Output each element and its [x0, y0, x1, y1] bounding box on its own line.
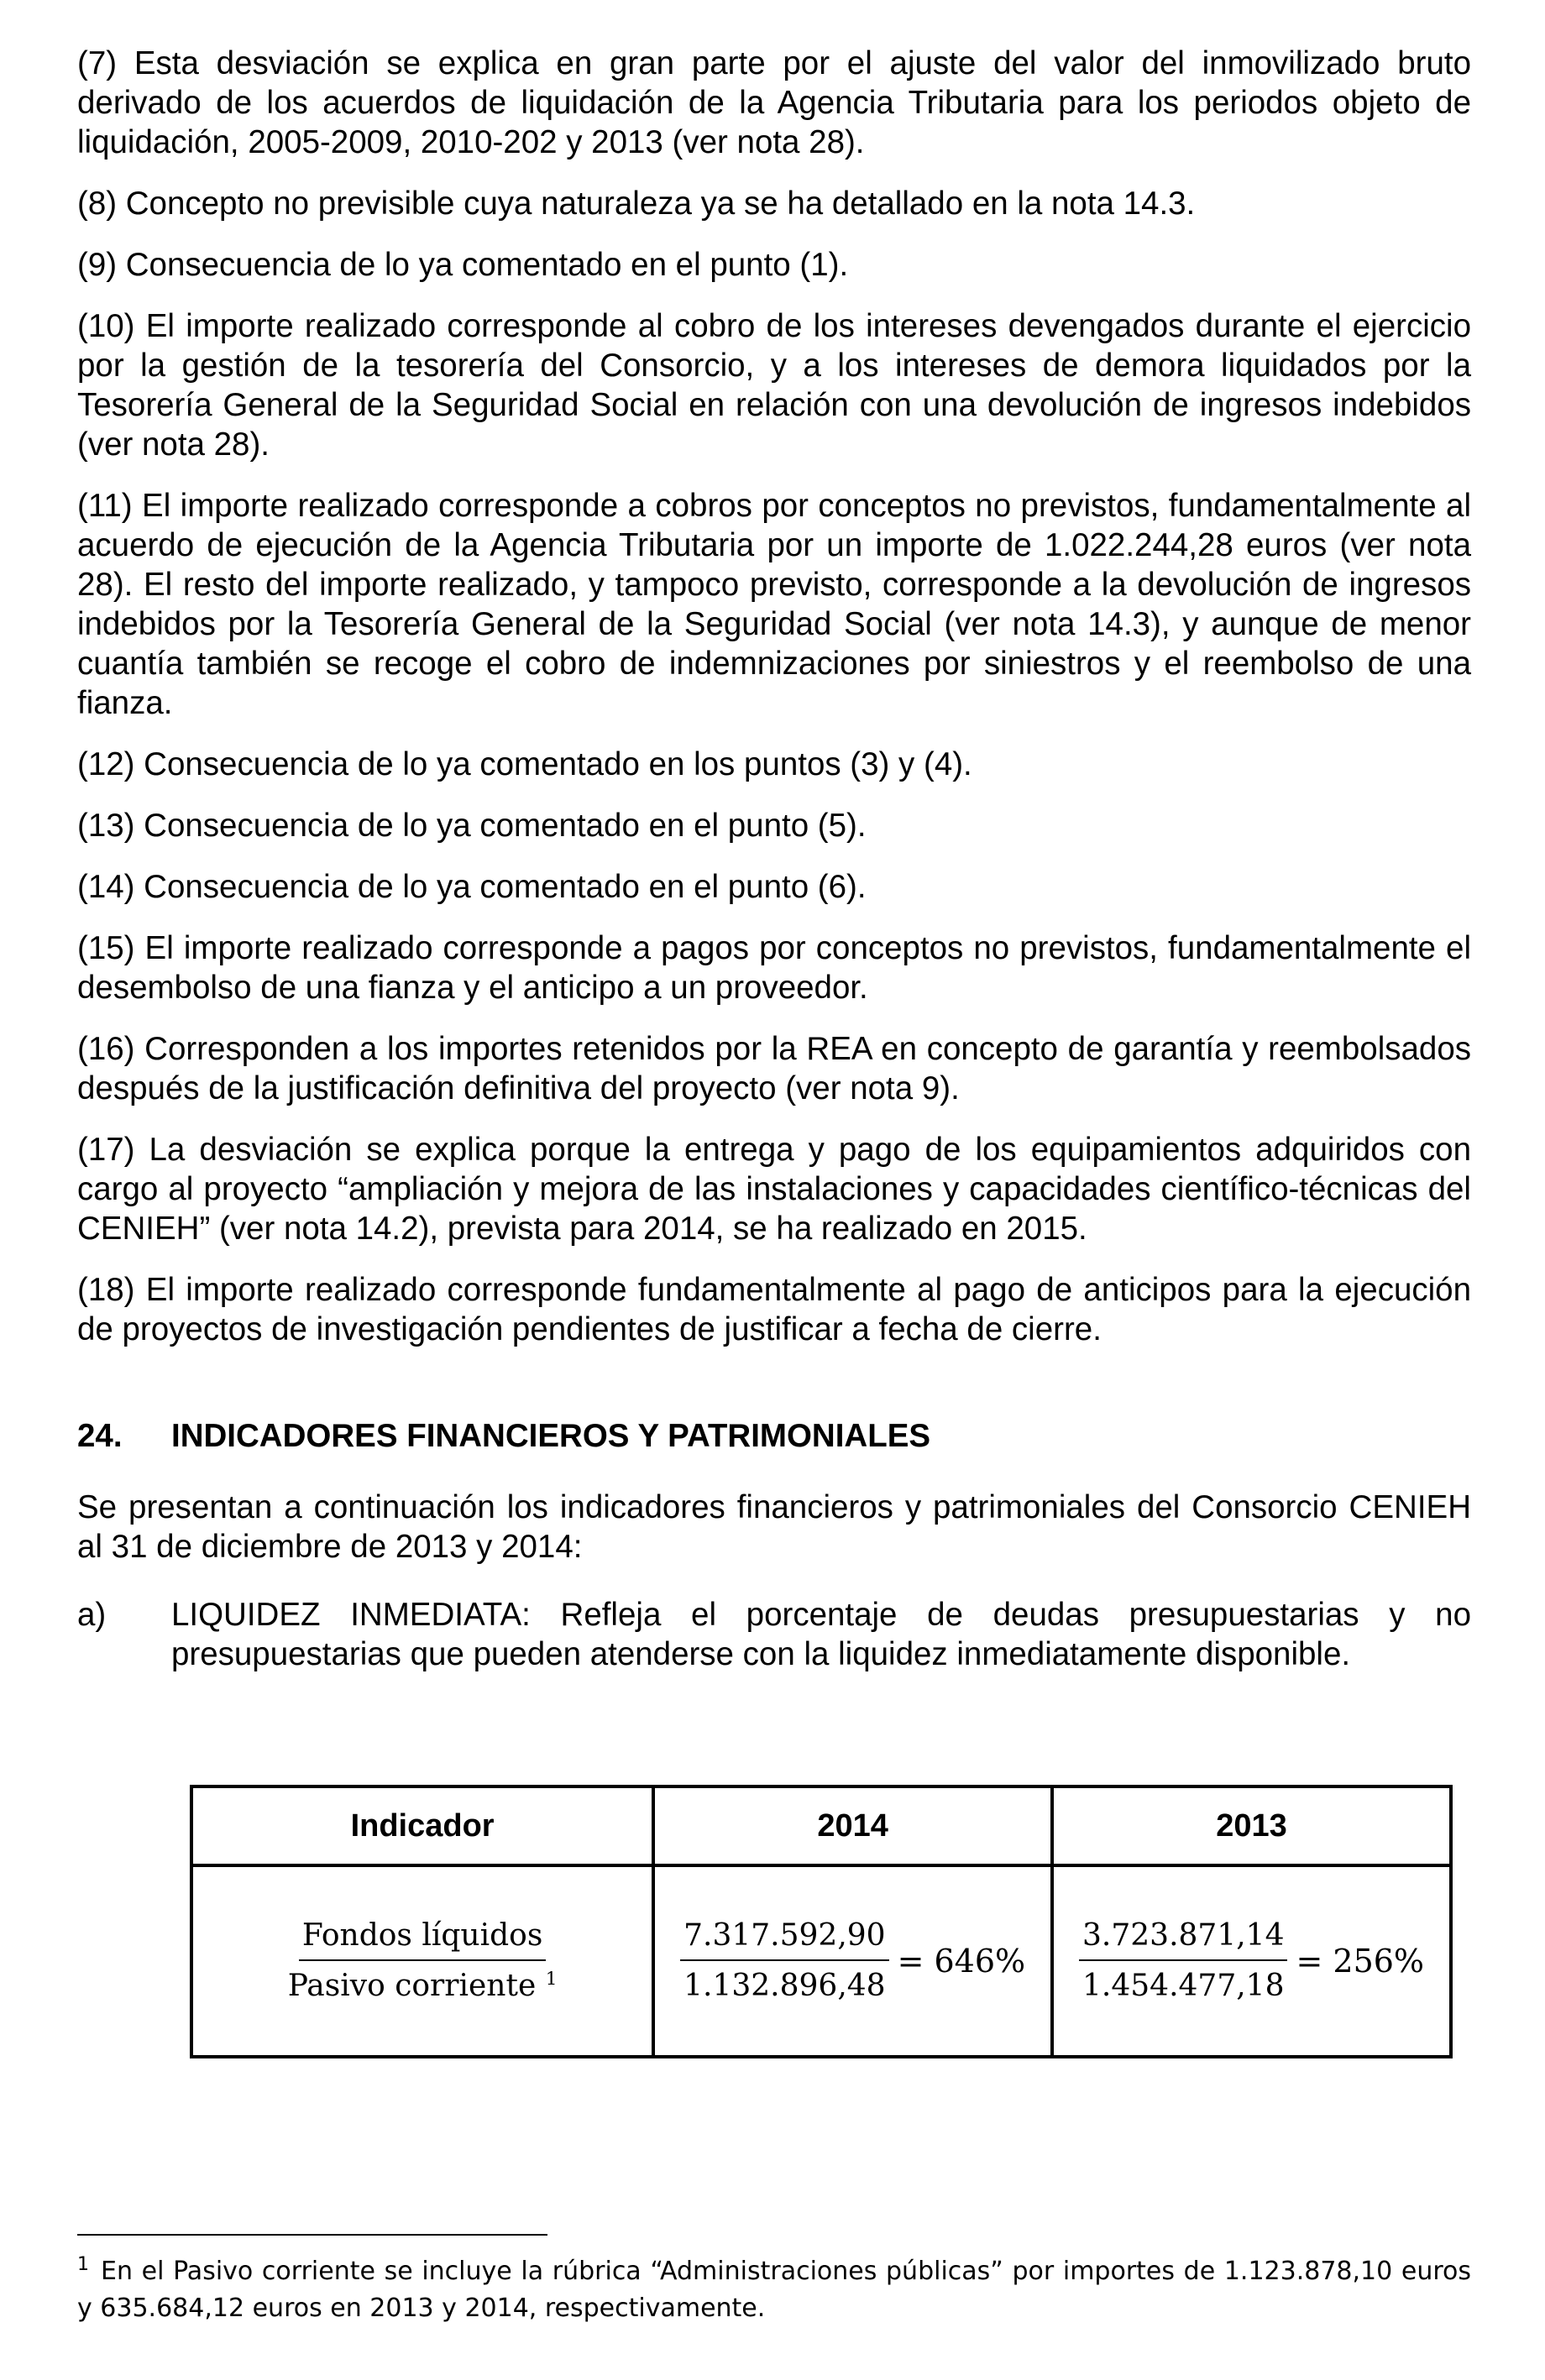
numerator-2014: 7.317.592,90 — [680, 1914, 888, 1961]
note-16: (16) Corresponden a los importes retenidos por la REA en concepto de garantía y reembolsados después de la justificación definitiva del proyecto (ver nota 9). — [77, 1031, 1471, 1106]
header-2013: 2013 — [1052, 1786, 1451, 1865]
result-2013: = 256% — [1296, 1943, 1425, 1980]
ratio-2014 — [680, 1914, 888, 2008]
value-2014-cell — [653, 1865, 1052, 2057]
footnote-ref: 1 — [545, 1969, 558, 1990]
header-indicator: Indicador — [191, 1786, 653, 1865]
section-heading — [77, 1416, 1471, 1456]
note-15: (15) El importe realizado corresponde a pagos por conceptos no previstos, fundamentalmente el desembolso de una fianza y el anticipo a un proveedor. — [77, 930, 1471, 1006]
note-10: (10) El importe realizado corresponde al cobro de los intereses devengados durante el ejercicio por la gestión de la tesorería del Consorcio, y a los intereses de demora liquidados por la Tesorería General de la Seguridad Social en relación con una devolución de ingresos indebidos (ver nota 28). — [77, 308, 1471, 463]
note-14: (14) Consecuencia de lo ya comentado en el punto (6). — [77, 869, 867, 905]
formula-denominator: Pasivo corriente $^1$ — [287, 1969, 558, 2003]
footnote — [77, 2253, 1471, 2327]
note-8: (8) Concepto no previsible cuya naturaleza ya se ha detallado en la nota 14.3. — [77, 186, 1196, 222]
ratio-2013 — [1079, 1914, 1287, 2008]
indicator-formula — [285, 1914, 561, 2008]
footnote-text: En el Pasivo corriente se incluye la rúbrica “Administraciones públicas” por importes de 1.123.878,10 euros y 635.684,12 euros en 2013 y 2014, respectivamente. — [77, 2257, 1471, 2323]
section-number: 24. — [77, 1418, 123, 1454]
header-2014: 2014 — [653, 1786, 1052, 1865]
footnote-mark: 1 — [77, 2254, 89, 2275]
table-header-row — [191, 1786, 1451, 1865]
note-13: (13) Consecuencia de lo ya comentado en el punto (5). — [77, 808, 867, 844]
indicator-table — [190, 1785, 1453, 2058]
section-title: INDICADORES FINANCIEROS Y PATRIMONIALES — [171, 1418, 931, 1454]
page-content — [77, 44, 1471, 1713]
list-item-text: LIQUIDEZ INMEDIATA: Refleja el porcentaje de deudas presupuestarias y no presupuestarias que pueden atenderse con la liquidez inmediatamente disponible. — [171, 1597, 1471, 1672]
note-17: (17) La desviación se explica porque la entrega y pago de los equipamientos adquiridos con cargo al proyecto “ampliación y mejora de las instalaciones y capacidades científico-técnicas del CENIEH” (ver nota 14.2), prevista para 2014, se ha realizado en 2015. — [77, 1132, 1471, 1247]
list-item-label: a) — [77, 1597, 107, 1633]
result-2014: = 646% — [897, 1943, 1026, 1980]
footnote-divider — [77, 2234, 547, 2236]
note-9: (9) Consecuencia de lo ya comentado en el punto (1). — [77, 247, 849, 283]
denominator-2014: 1.132.896,48 — [683, 1969, 886, 2003]
section-intro: Se presentan a continuación los indicadores financieros y patrimoniales del Consorcio CENIEH al 31 de diciembre de 2013 y 2014: — [77, 1489, 1471, 1565]
formula-numerator: Fondos líquidos — [299, 1914, 546, 1961]
list-item-a — [77, 1595, 1471, 1674]
denominator-2013: 1.454.477,18 — [1082, 1969, 1285, 2003]
note-11: (11) El importe realizado corresponde a cobros por conceptos no previstos, fundamentalmente al acuerdo de ejecución de la Agencia Tributaria por un importe de 1.022.244,28 euros (ver nota 28). El resto del importe realizado, y tampoco previsto, corresponde a la devolución de ingresos indebidos por la Tesorería General de la Seguridad Social (ver nota 14.3), y aunque de menor cuantía también se recoge el cobro de indemnizaciones por siniestros y el reembolso de una fianza. — [77, 488, 1471, 721]
note-7: (7) Esta desviación se explica en gran parte por el ajuste del valor del inmovilizado bruto derivado de los acuerdos de liquidación de la Agencia Tributaria para los periodos objeto de liquidación, 2005-2009, 2010-202 y 2013 (ver nota 28). — [77, 45, 1471, 160]
numerator-2013: 3.723.871,14 — [1079, 1914, 1287, 1961]
note-12: (12) Consecuencia de lo ya comentado en los puntos (3) y (4). — [77, 746, 972, 782]
indicator-cell — [191, 1865, 653, 2057]
value-2013-cell — [1052, 1865, 1451, 2057]
table-row — [191, 1865, 1451, 2057]
note-18: (18) El importe realizado corresponde fundamentalmente al pago de anticipos para la ejecución de proyectos de investigación pendientes de justificar a fecha de cierre. — [77, 1272, 1471, 1347]
